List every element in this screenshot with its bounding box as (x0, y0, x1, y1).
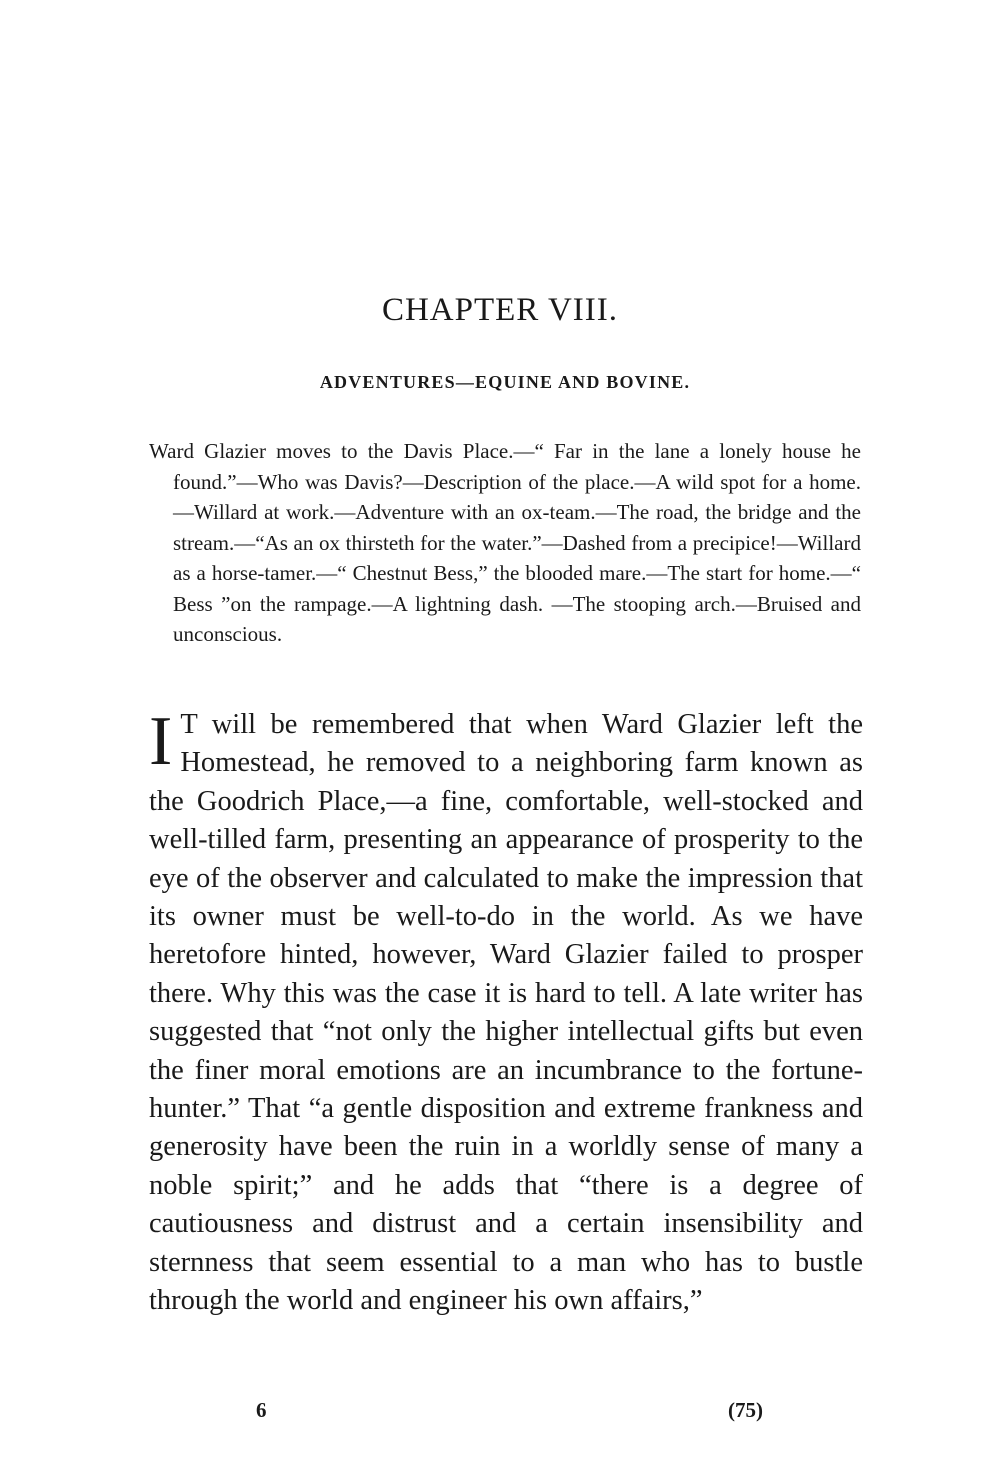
drop-cap: I (149, 703, 173, 780)
chapter-synopsis: Ward Glazier moves to the Davis Place.—“ Far in the lane a lonely house he found.”—Who was Davis?—Description of the place.—A wild spot for a home.—Willard at work.—Adventure with an ox-team.—The road, the bridge and the stream.—“As an ox thirsteth for the water.”—Dashed from a precipice!—Willard as a horse-tamer.—“ Chestnut Bess,” the blooded mare.—The start for home.—“ Bess ”on the rampage.—A lightning dash. —The stooping arch.—Bruised and unconscious. (149, 439, 861, 646)
chapter-subtitle: ADVENTURES—EQUINE AND BOVINE. (319, 372, 691, 392)
chapter-title: CHAPTER VIII. (381, 292, 619, 328)
page-number: (75) (728, 1398, 763, 1422)
body-paragraph (149, 703, 863, 1321)
body-text: T will be remembered that when Ward Glazier left the Homestead, he removed to a neighboring farm known as the Goodrich Place,—a fine, comfortable, well-stocked and well-tilled farm, presenting an appearance of prosperity to the eye of the observer and calculated to make the impression that its owner must be well-to-do in the world. As we have heretofore hinted, however, Ward Glazier failed to prosper there. Why this was the case it is hard to tell. A late writer has suggested that “not only the higher intellectual gifts but even the finer moral emotions are an incumbrance to the fortune-hunter.” That “a gentle disposition and extreme frankness and generosity have been the ruin in a worldly sense of many a noble spirit;” and he adds that “there is a degree of cautiousness and distrust and a certain insensibility and sternness that seem essential to a man who has to bustle through the world and engineer his own affairs,” (149, 709, 863, 1317)
signature-mark: 6 (256, 1398, 267, 1422)
